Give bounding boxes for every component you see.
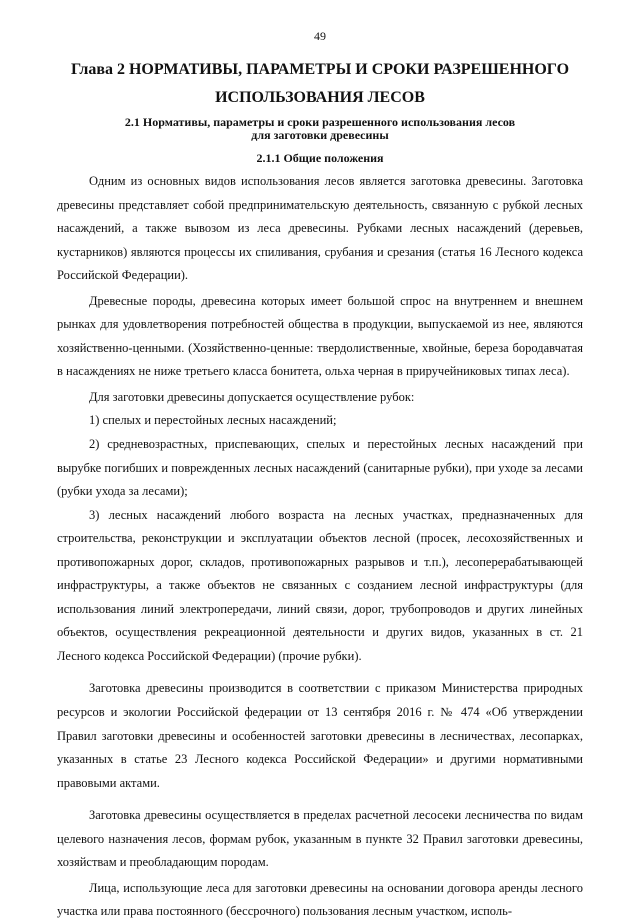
paragraph-allowed-cuttings: Для заготовки древесины допускается осуществление рубок: (89, 389, 415, 404)
body-text (57, 170, 583, 924)
section-title-line-2: для заготовки древесины (251, 128, 389, 142)
chapter-title (60, 56, 580, 112)
list-item-2: 2) средневозрастных, приспевающих, спелых и перестойных лесных насаждений при вырубке погибших и поврежденных лесных насаждений (санитарные рубки), при уходе за лесами (рубки ухода за лесами); (57, 437, 583, 499)
chapter-title-line-1: Глава 2 НОРМАТИВЫ, ПАРАМЕТРЫ И СРОКИ РАЗРЕШЕННОГО (70, 61, 570, 78)
paragraph-order-474: Заготовка древесины производится в соответствии с приказом Министерства природных ресурсов и экологии Российской федерации от 13 сентября 2016 г. № 474 «Об утверждении Правил заготовки древесины и особенностей заготовки древесины в лесничествах, лесопарках, указанных в статье 23 Лесного кодекса Российской Федерации» и другими нормативными правовыми актами. (57, 681, 583, 790)
paragraph-valuable-species: Древесные породы, древесина которых имеет большой спрос на внутреннем и внешнем рынках для удовлетворения потребностей общества в продукции, выпускаемой из нее, являются хозяйственно-ценными. (Хозяйственно-ценные: твердолиственные, хвойные, береза бородавчатая в насаждениях не ниже третьего класса бонитета, ольха черная в приручейниковых типах леса). (57, 293, 583, 379)
section-title (60, 116, 580, 142)
chapter-title-line-2: ИСПОЛЬЗОВАНИЯ ЛЕСОВ (215, 89, 425, 106)
paragraph-intro: Одним из основных видов использования лесов является заготовка древесины. Заготовка древесины представляет собой предпринимательскую деятельность, связанную с рубкой лесных насаждений, а также вывозом из леса древесины. Рубками лесных насаждений (деревьев, кустарников) являются процессы их спиливания, срубания и срезания (статья 16 Лесного кодекса Российской Федерации). (57, 174, 583, 283)
list-item-1: 1) спелых и перестойных лесных насаждений; (89, 413, 337, 428)
page-number: 49 (314, 29, 326, 43)
list-item-3: 3) лесных насаждений любого возраста на лесных участках, предназначенных для строительства, реконструкции и эксплуатации объектов лесной (просек, лесохозяйственных и противопожарных дорог, складов, противопожарных разрывов и т.п.), лесоперерабатывающей инфраструктуры, а также объектов не связанных с созданием лесной инфраструктуры (для использования линий электропередачи, линий связи, дорог, трубопроводов и других линейных объектов, осуществления рекреационной деятельности и других видов, указанных в ст. 21 Лесного кодекса Российской Федерации) (прочие рубки). (57, 507, 583, 663)
subsection-title: 2.1.1 Общие положения (256, 151, 384, 165)
paragraph-allowable-cut: Заготовка древесины осуществляется в пределах расчетной лесосеки лесничества по видам целевого назначения лесов, формам рубок, указанным в пункте 32 Правил заготовки древесины, хозяйствам и преобладающим породам. (57, 808, 583, 870)
section-title-line-1: 2.1 Нормативы, параметры и сроки разрешенного использования лесов (124, 115, 516, 129)
paragraph-lease-users: Лица, использующие леса для заготовки древесины на основании договора аренды лесного участка или права постоянного (бессрочного) пользования лесным участком, исполь- (57, 880, 583, 919)
